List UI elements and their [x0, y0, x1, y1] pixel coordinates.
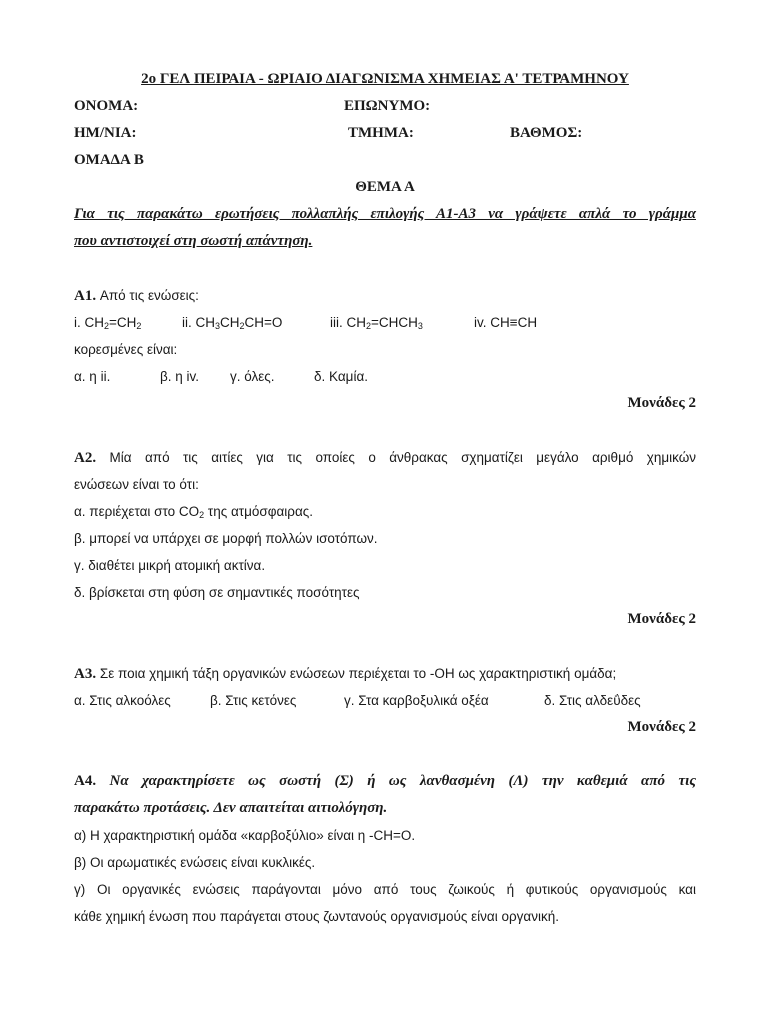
- date-row: [74, 120, 696, 147]
- a4-statement-c-line-2: κάθε χημική ένωση που παράγεται στους ζωντανούς οργανισμούς είναι οργανική.: [74, 909, 559, 924]
- exam-title: [74, 66, 696, 93]
- a1-option-a: α. η ii.: [74, 369, 111, 384]
- a1-question-text: Από τις ενώσεις:: [99, 288, 199, 303]
- a4-statement-a: α) Η χαρακτηριστική ομάδα «καρβοξύλιο» είναι η -CH=O.: [74, 828, 416, 843]
- a3-option-d: δ. Στις αλδεΰδες: [544, 693, 641, 708]
- section-heading: ΘΕΜΑ Α: [355, 179, 415, 195]
- group-label: ΟΜΑΔΑ Β: [74, 152, 144, 168]
- spacer: [74, 255, 696, 282]
- name-label: ΟΝΟΜΑ:: [74, 98, 139, 114]
- compound-iii: iii. $CH_2=CHCH_3$: [330, 315, 423, 331]
- a3-options: [74, 687, 696, 714]
- a2-option-c: γ. διαθέτει μικρή ατομική ακτίνα.: [74, 558, 266, 573]
- a1-continuation: κορεσμένες είναι:: [74, 342, 178, 357]
- a1-option-d: δ. Καμία.: [314, 369, 368, 384]
- a1-points: Μονάδες 2: [627, 395, 696, 411]
- a1-question: [74, 282, 696, 309]
- a2-option-b: β. μπορεί να υπάρχει σε μορφή πολλών ισοτόπων.: [74, 531, 378, 546]
- surname-label: ΕΠΩΝΥΜΟ:: [344, 98, 431, 114]
- a3-question: [74, 660, 696, 687]
- a1-option-b: β. η iv.: [160, 369, 200, 384]
- a4-question-line-2: παρακάτω προτάσεις. Δεν απαιτείται αιτιολόγηση.: [74, 800, 388, 816]
- a3-points: Μονάδες 2: [627, 719, 696, 735]
- a4-label: Α4.: [74, 773, 97, 789]
- a1-compounds: [74, 309, 696, 336]
- a2-option-a: α. περιέχεται στο $CO_2$ της ατμόσφαιρας.: [74, 504, 314, 520]
- a1-options: [74, 363, 696, 390]
- class-label: ΤΜΗΜΑ:: [348, 125, 414, 141]
- a4-question-text: Να χαρακτηρίσετε ως σωστή (Σ) ή ως λανθασμένη (Λ) την καθεμιά από τις: [109, 773, 697, 789]
- a1-option-c: γ. όλες.: [230, 369, 275, 384]
- a2-question-line-1: [74, 444, 696, 471]
- spacer: [74, 741, 696, 768]
- a2-points: Μονάδες 2: [627, 611, 696, 627]
- a4-statement-c-line-1: γ) Οι οργανικές ενώσεις παράγονται μόνο από τους ζωικούς ή φυτικούς οργανισμούς και: [74, 882, 696, 897]
- instructions-line-2: που αντιστοιχεί στη σωστή απάντηση.: [74, 233, 313, 249]
- a3-option-a: α. Στις αλκοόλες: [74, 693, 171, 708]
- compound-i: i. $CH_2=CH_2$: [74, 315, 142, 331]
- a2-option-d: δ. βρίσκεται στη φύση σε σημαντικές ποσότητες: [74, 585, 360, 600]
- a4-statement-b: β) Οι αρωματικές ενώσεις είναι κυκλικές.: [74, 855, 316, 870]
- a2-question-text: Μία από τις αιτίες για τις οποίες ο άνθρακας σχηματίζει μεγάλο αριθμό χημικών: [109, 450, 696, 465]
- a3-option-c: γ. Στα καρβοξυλικά οξέα: [344, 693, 489, 708]
- exam-page: [74, 66, 696, 930]
- name-row: [74, 93, 696, 120]
- a3-question-text: Σε ποια χημική τάξη οργανικών ενώσεων περιέχεται το -ΟΗ ως χαρακτηριστική ομάδα;: [99, 666, 617, 681]
- exam-title-text: 2ο ΓΕΛ ΠΕΙΡΑΙΑ - ΩΡΙΑΙΟ ΔΙΑΓΩΝΙΣΜΑ ΧΗΜΕΙΑΣ Α' ΤΕΤΡΑΜΗΝΟΥ: [141, 71, 629, 87]
- a3-label: Α3.: [74, 666, 97, 682]
- compound-iv: iv. CH≡CH: [474, 315, 538, 330]
- date-label: ΗΜ/ΝΙΑ:: [74, 125, 137, 141]
- grade-label: ΒΑΘΜΟΣ:: [510, 125, 583, 141]
- spacer: [74, 417, 696, 444]
- spacer: [74, 633, 696, 660]
- a4-question-line-1: [74, 768, 696, 795]
- a2-label: Α2.: [74, 450, 97, 466]
- a1-label: Α1.: [74, 288, 97, 304]
- instructions-line-1: Για τις παρακάτω ερωτήσεις πολλαπλής επιλογής Α1-Α3 να γράψετε απλά το γράμμα: [74, 206, 696, 222]
- compound-ii: ii. $CH_3CH_2CH=O$: [182, 315, 283, 331]
- a3-option-b: β. Στις κετόνες: [210, 693, 297, 708]
- a2-question-line-2: ενώσεων είναι το ότι:: [74, 477, 199, 492]
